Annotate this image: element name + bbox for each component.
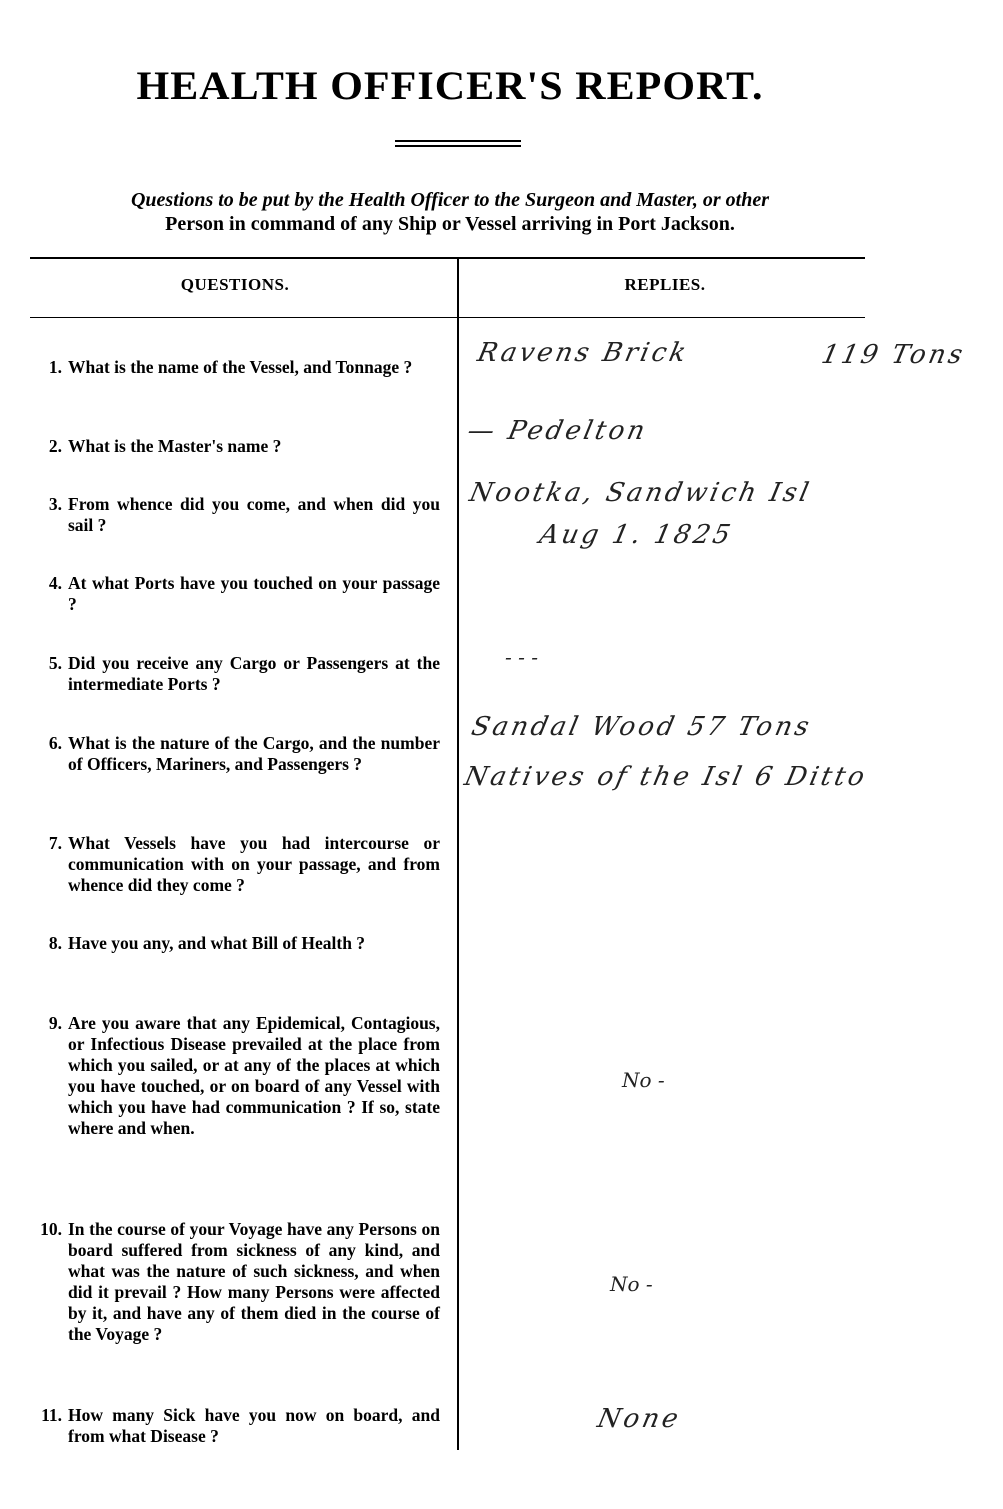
question-3: 3. From whence did you come, and when did you sail ? <box>48 494 440 535</box>
reply-5: - - - <box>505 645 538 669</box>
question-8: 8. Have you any, and what Bill of Health ? <box>48 933 366 953</box>
reply-6-line-1: Sandal Wood 57 Tons <box>468 712 815 742</box>
reply-9: No - <box>622 1068 665 1092</box>
report-title: HEALTH OFFICER'S REPORT. <box>136 63 764 108</box>
subtitle-line-1: Questions to be put by the Health Officer to the Surgeon and Master, or other <box>130 189 770 211</box>
question-9: 9. Are you aware that any Epidemical, Contagious, or Infectious Disease prevailed at the place from which you sailed, or at any of the places at which you have touched, or on board of any Vessel with which you have had communication ? If so, state where and when. <box>48 1013 440 1138</box>
subtitle-line-2: Person in command of any Ship or Vessel arriving in Port Jackson. <box>165 213 735 235</box>
reply-10: No - <box>610 1272 653 1296</box>
question-1: 1. What is the name of the Vessel, and Tonnage ? <box>48 357 413 377</box>
question-4: 4. At what Ports have you touched on your passage ? <box>48 573 440 614</box>
question-11: 11. How many Sick have you now on board, and from what Disease ? <box>41 1405 440 1446</box>
reply-1-vessel-name: Ravens Brick <box>474 338 692 368</box>
question-6: 6. What is the nature of the Cargo, and the number of Officers, Mariners, and Passengers ? <box>48 733 440 774</box>
reply-2-master: — Pedelton <box>464 416 651 446</box>
report-subtitle <box>20 188 880 236</box>
title-divider <box>395 140 521 150</box>
question-2: 2. What is the Master's name ? <box>48 436 282 456</box>
header-bottom-rule <box>30 317 458 318</box>
table-top-rule <box>30 257 865 259</box>
question-5: 5. Did you receive any Cargo or Passengers at the intermediate Ports ? <box>48 653 440 694</box>
reply-3-line-1: Nootka, Sandwich Isl <box>466 478 815 508</box>
header-bottom-rule-right <box>458 317 865 318</box>
reply-6-line-2: Natives of the Isl 6 Ditto <box>461 762 870 792</box>
column-divider <box>457 258 459 1450</box>
question-10: 10. In the course of your Voyage have any Persons on board suffered from sickness of any kind, and what was the nature of such sickness, and when did it prevail ? How many Persons were affected by it, and have any of them died in the course of the Voyage ? <box>40 1219 440 1344</box>
questions-column-header: QUESTIONS. <box>180 275 290 294</box>
reply-3-line-2: Aug 1. 1825 <box>536 520 736 550</box>
question-7: 7. What Vessels have you had intercourse or communication with on your passage, and from whence did they come ? <box>48 833 440 895</box>
reply-1-tonnage: 119 Tons <box>818 340 969 370</box>
reply-11: None <box>594 1404 684 1434</box>
replies-column-header: REPLIES. <box>624 275 706 294</box>
